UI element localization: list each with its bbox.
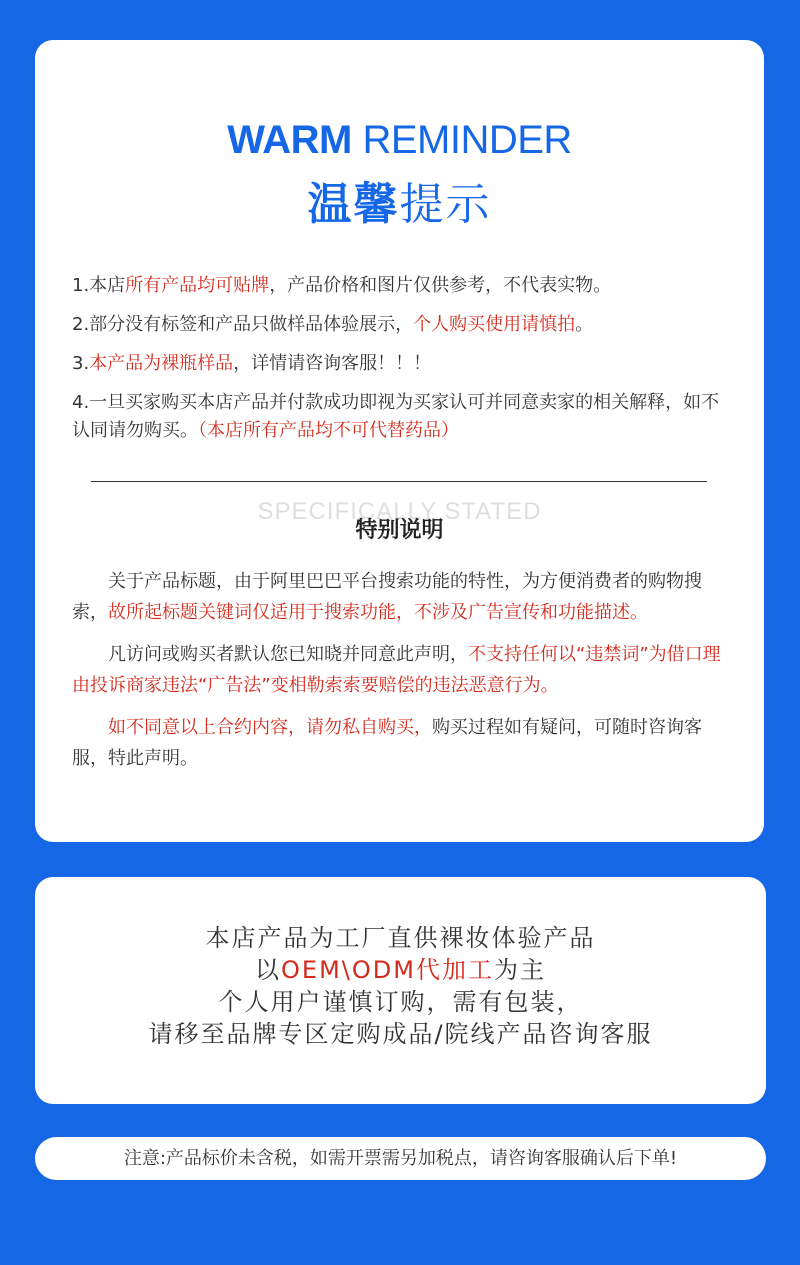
factory-card (35, 877, 766, 1104)
note-text: 3. (72, 353, 90, 374)
para-highlight: 如不同意以上合约内容，请勿私自购买， (108, 717, 432, 738)
note-text: ，详情请咨询客服！！！ (233, 353, 432, 374)
para-text: 购买过程如有疑问，可随时咨询客服，特此声明。 (72, 717, 702, 769)
section-divider (91, 481, 707, 482)
factory-line-2-end: 为主 (493, 956, 546, 984)
statement-paragraph (72, 639, 732, 701)
factory-line-2-start: 以 (255, 956, 282, 984)
note-text: 。 (575, 314, 594, 335)
note-text: ，产品价格和图片仅供参考，不代表实物。 (269, 275, 612, 296)
reminder-notes (72, 272, 732, 456)
reminder-card (35, 40, 764, 842)
reminder-note (72, 311, 732, 339)
note-text: 2.部分没有标签和产品只做样品体验展示， (72, 314, 414, 335)
note-text: 1.本店 (72, 275, 126, 296)
statement-paragraph (72, 712, 732, 774)
note-highlight: 本产品为裸瓶样品 (89, 353, 234, 374)
note-text: 4.一旦买家购买本店产品并付款成功即视为买家认可并同意卖家的相关解释，如不认同请勿购买。 (72, 392, 720, 441)
factory-line-4: 请移至品牌专区定购成品/院线产品咨询客服 (148, 1020, 653, 1048)
reminder-note (72, 389, 732, 445)
factory-line-3: 个人用户谨慎订购，需有包装， (218, 988, 583, 1016)
statement-paragraph (72, 566, 732, 628)
reminder-note (72, 350, 732, 378)
title-chinese (35, 168, 764, 232)
factory-text (35, 922, 766, 1050)
title-english-bold: WARM (227, 118, 352, 162)
factory-line-2 (35, 954, 766, 986)
para-text: 关于产品标题，由于阿里巴巴平台搜索功能的特性，为方便消费者的购物搜索， (72, 571, 702, 623)
statement-title: 特别说明 (355, 518, 444, 543)
reminder-note (72, 272, 732, 300)
note-highlight: （本店所有产品均不可代替药品） (198, 420, 459, 441)
factory-line-2-highlight: OEM\ODM代加工 (281, 956, 494, 984)
para-highlight: 不支持任何以“违禁词”为借口理由投诉商家违法“广告法”变相勒索索要赔偿的违法恶意行为。 (72, 644, 721, 696)
title-english (35, 118, 764, 163)
tax-notice-card (35, 1137, 766, 1180)
title-chinese-rest: 提示 (399, 179, 492, 230)
para-text: 凡访问或购买者默认您已知晓并同意此声明， (108, 644, 468, 665)
para-highlight: 故所起标题关键词仅适用于搜索功能，不涉及广告宣传和功能描述。 (108, 602, 648, 623)
statement-paragraphs (72, 566, 732, 785)
factory-line-1: 本店产品为工厂直供裸妆体验产品 (205, 924, 596, 952)
note-highlight: 所有产品均可贴牌 (125, 275, 270, 296)
title-english-rest: REMINDER (351, 118, 572, 162)
note-highlight: 个人购买使用请慎拍 (413, 314, 576, 335)
tax-notice: 注意:产品标价未含税，如需开票需另加税点，请咨询客服确认后下单! (123, 1148, 678, 1169)
ghost-heading: SPECIFICALLY STATED (257, 498, 542, 520)
title-chinese-bold: 温馨 (307, 179, 400, 230)
